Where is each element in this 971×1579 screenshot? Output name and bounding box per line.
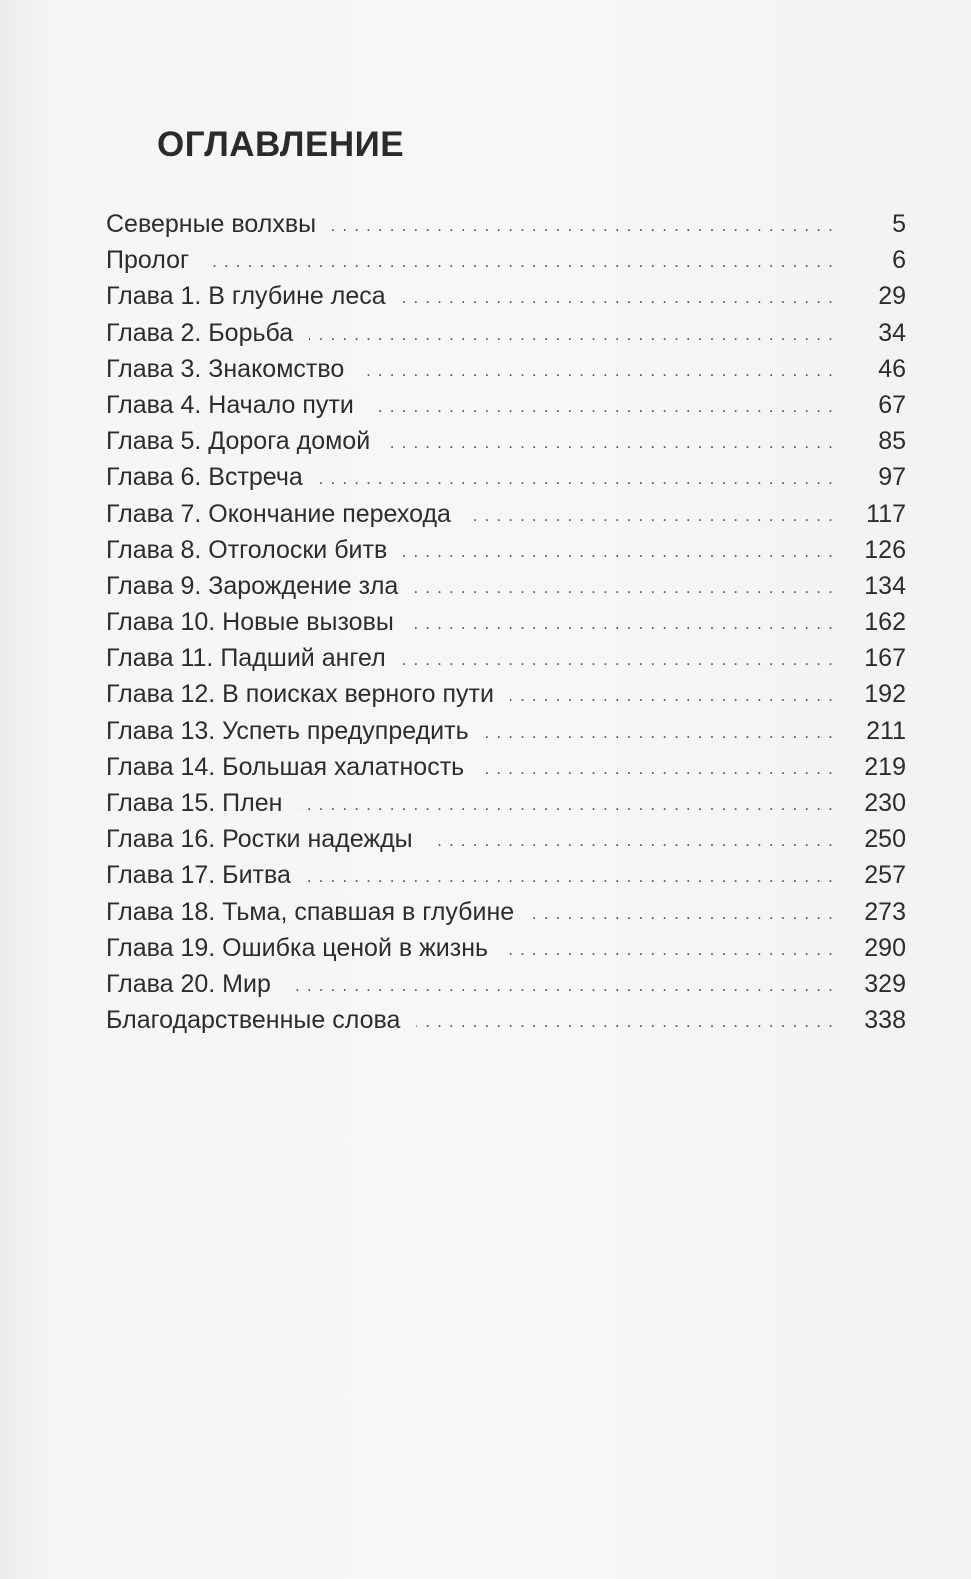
toc-entry-page: 162 [864, 608, 906, 637]
toc-entry-title: Глава 16. Ростки надежды [106, 825, 413, 854]
toc-entry-title: Глава 1. В глубине леса [106, 282, 386, 311]
toc-entry [106, 713, 906, 749]
toc-entry-page: 29 [878, 282, 906, 311]
toc-entry [106, 821, 906, 857]
toc-dot-leader [467, 496, 834, 532]
toc-entry-title: Глава 2. Борьба [106, 318, 294, 347]
toc-entry [106, 785, 906, 821]
toc-entry-page: 67 [878, 390, 906, 419]
toc-entry-title: Глава 17. Битва [106, 861, 291, 890]
toc-entry-title: Глава 12. В поисках верного пути [106, 680, 494, 709]
toc-entry-page: 338 [864, 1006, 906, 1035]
toc-entry-title: Глава 5. Дорога домой [106, 427, 371, 456]
toc-dot-leader [298, 785, 834, 821]
toc-entry-title: Глава 6. Встреча [106, 463, 303, 492]
toc-entry [106, 640, 906, 676]
toc-heading: ОГЛАВЛЕНИЕ [157, 125, 405, 164]
toc-entry-title: Глава 10. Новые вызовы [106, 608, 394, 637]
toc-entry-title: Глава 18. Тьма, спавшая в глубине [106, 897, 515, 926]
toc-dot-leader [480, 749, 834, 785]
toc-entry-page: 250 [864, 825, 906, 854]
toc-dot-leader [360, 351, 834, 387]
toc-entry-title: Глава 3. Знакомство [106, 354, 345, 383]
toc-dot-leader [429, 821, 834, 857]
toc-entry [106, 857, 906, 893]
toc-entry [106, 387, 906, 423]
toc-entry-page: 34 [878, 318, 906, 347]
toc-entry-page: 5 [892, 210, 906, 238]
toc-entry-title: Глава 19. Ошибка ценой в жизнь [106, 933, 489, 962]
toc-list [106, 206, 906, 1038]
toc-entry [106, 1002, 906, 1038]
toc-entry-page: 219 [864, 752, 906, 781]
toc-entry-page: 117 [866, 499, 906, 528]
toc-entry-page: 329 [864, 969, 906, 998]
toc-dot-leader [307, 857, 834, 893]
toc-entry [106, 568, 906, 604]
toc-entry [106, 604, 906, 640]
toc-entry-title: Глава 4. Начало пути [106, 390, 354, 419]
toc-entry-title: Глава 14. Большая халатность [106, 752, 465, 781]
toc-entry-title: Глава 8. Отголоски битв [106, 535, 388, 564]
toc-entry-page: 97 [878, 463, 906, 492]
toc-entry-page: 85 [878, 427, 906, 456]
toc-entry [106, 278, 906, 314]
toc-entry [106, 930, 906, 966]
toc-entry [106, 966, 906, 1002]
toc-entry-title: Глава 20. Мир [106, 969, 271, 998]
toc-entry-page: 167 [864, 644, 906, 673]
toc-entry [106, 894, 906, 930]
toc-entry [106, 749, 906, 785]
toc-dot-leader [510, 676, 834, 712]
toc-dot-leader [332, 206, 834, 242]
toc-entry-title: Глава 7. Окончание перехода [106, 499, 451, 528]
toc-entry [106, 351, 906, 387]
toc-entry-title: Пролог [106, 246, 190, 275]
toc-entry-page: 211 [866, 716, 906, 745]
toc-dot-leader [416, 1002, 834, 1038]
toc-entry-page: 6 [892, 246, 906, 275]
toc-entry-page: 230 [864, 789, 906, 817]
toc-entry-title: Благодарственные слова [106, 1006, 401, 1035]
toc-entry [106, 459, 906, 495]
toc-dot-leader [410, 604, 834, 640]
toc-dot-leader [402, 278, 834, 314]
toc-dot-leader [205, 242, 834, 278]
toc-dot-leader [402, 640, 834, 676]
toc-dot-leader [403, 532, 834, 568]
toc-entry [106, 315, 906, 351]
toc-entry-page: 126 [864, 535, 906, 564]
toc-entry [106, 242, 906, 278]
toc-entry-page: 46 [878, 354, 906, 383]
toc-entry [106, 206, 906, 242]
toc-entry-title: Глава 15. Плен [106, 789, 283, 817]
toc-entry-title: Глава 11. Падший ангел [106, 644, 386, 673]
toc-dot-leader [485, 713, 834, 749]
toc-entry-page: 134 [864, 571, 906, 600]
toc-dot-leader [386, 423, 834, 459]
toc-entry-title: Северные волхвы [106, 210, 317, 238]
toc-entry-page: 273 [864, 897, 906, 926]
toc-dot-leader [504, 930, 834, 966]
toc-dot-leader [309, 315, 834, 351]
toc-entry [106, 496, 906, 532]
toc-entry [106, 676, 906, 712]
toc-entry [106, 423, 906, 459]
toc-entry-page: 192 [864, 680, 906, 709]
toc-dot-leader [530, 894, 834, 930]
toc-dot-leader [414, 568, 834, 604]
toc-dot-leader [319, 459, 834, 495]
toc-entry [106, 532, 906, 568]
toc-entry-title: Глава 9. Зарождение зла [106, 571, 399, 600]
toc-dot-leader [287, 966, 834, 1002]
toc-dot-leader [370, 387, 834, 423]
toc-entry-page: 290 [864, 933, 906, 962]
toc-entry-page: 257 [864, 861, 906, 890]
toc-entry-title: Глава 13. Успеть предупредить [106, 716, 469, 745]
